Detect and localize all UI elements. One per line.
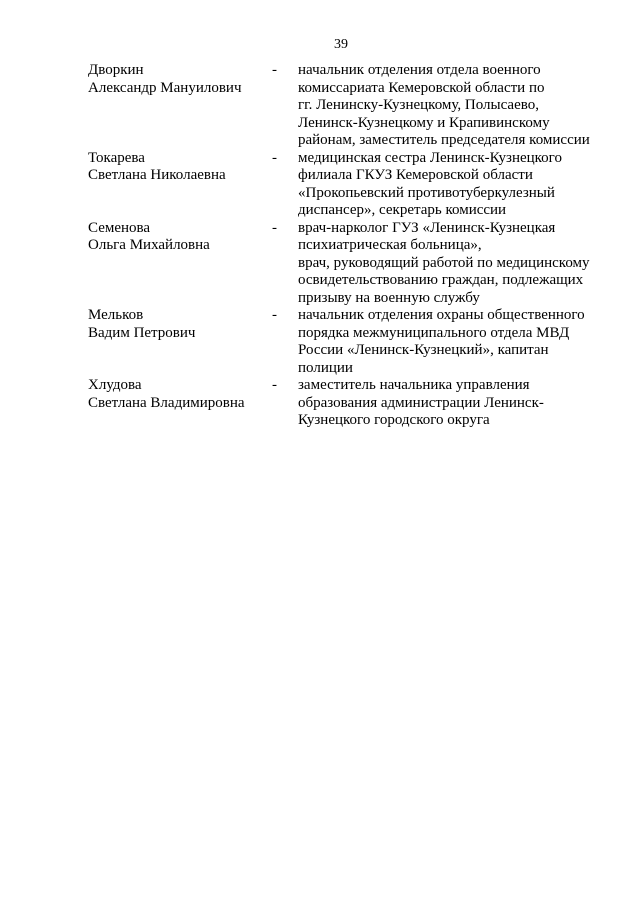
position-line: Кузнецкого городского округа: [298, 412, 490, 428]
member-name: [88, 220, 272, 255]
separator-dash: -: [272, 307, 277, 323]
commission-members-list: [88, 62, 608, 430]
separator-dash: -: [272, 219, 277, 236]
position-line: полиции: [298, 359, 353, 376]
member-given-names: Светлана Владимировна: [88, 394, 245, 411]
position-line: образования администрации Ленинск-: [298, 394, 544, 411]
member-name: [88, 307, 272, 342]
position-line: России «Ленинск-Кузнецкий», капитан: [298, 342, 549, 358]
position-line: «Прокопьевский противотуберкулезный: [298, 184, 555, 201]
member-name: [88, 150, 272, 185]
position-line: призыву на военную службу: [298, 289, 480, 306]
separator-dash: -: [272, 149, 277, 166]
member-given-names: Светлана Николаевна: [88, 167, 226, 183]
member-entry: [88, 220, 608, 308]
member-entry: [88, 307, 608, 377]
position-line: комиссариата Кемеровской области по: [298, 79, 545, 96]
separator-dash: -: [272, 62, 277, 78]
member-name: [88, 62, 272, 97]
position-line: заместитель начальника управления: [298, 377, 530, 393]
position-line: районам, заместитель председателя комиссии: [298, 132, 590, 148]
member-position: [298, 62, 608, 150]
member-given-names: Ольга Михайловна: [88, 237, 210, 253]
member-position: [298, 377, 608, 430]
position-line: начальник отделения охраны общественного: [298, 307, 585, 323]
position-line: гг. Ленинску-Кузнецкому, Полысаево,: [298, 97, 539, 113]
member-position: [298, 150, 608, 220]
position-line: освидетельствованию граждан, подлежащих: [298, 272, 584, 288]
position-line: филиала ГКУЗ Кемеровской области: [298, 167, 533, 183]
member-given-names: Александр Мануилович: [88, 79, 242, 96]
position-line: врач-нарколог ГУЗ «Ленинск-Кузнецкая: [298, 219, 556, 236]
position-line: порядка межмуниципального отдела МВД: [298, 324, 570, 341]
position-line: врач, руководящий работой по медицинскому: [298, 254, 590, 271]
member-position: [298, 220, 608, 308]
position-line: диспансер», секретарь комиссии: [298, 202, 507, 218]
member-surname: Мельков: [88, 307, 144, 323]
member-entry: [88, 62, 608, 150]
member-given-names: Вадим Петрович: [88, 324, 196, 341]
member-surname: Дворкин: [88, 62, 144, 78]
member-surname: Семенова: [88, 219, 151, 236]
position-line: начальник отделения отдела военного: [298, 62, 541, 78]
page-number: 39: [334, 37, 348, 52]
separator-dash: -: [272, 377, 277, 393]
member-entry: [88, 150, 608, 220]
member-position: [298, 307, 608, 377]
member-name: [88, 377, 272, 412]
position-line: психиатрическая больница»,: [298, 237, 482, 253]
member-surname: Хлудова: [88, 377, 142, 393]
position-line: Ленинск-Кузнецкому и Крапивинскому: [298, 114, 550, 131]
position-line: медицинская сестра Ленинск-Кузнецкого: [298, 149, 562, 166]
member-entry: [88, 377, 608, 430]
member-surname: Токарева: [88, 149, 145, 166]
